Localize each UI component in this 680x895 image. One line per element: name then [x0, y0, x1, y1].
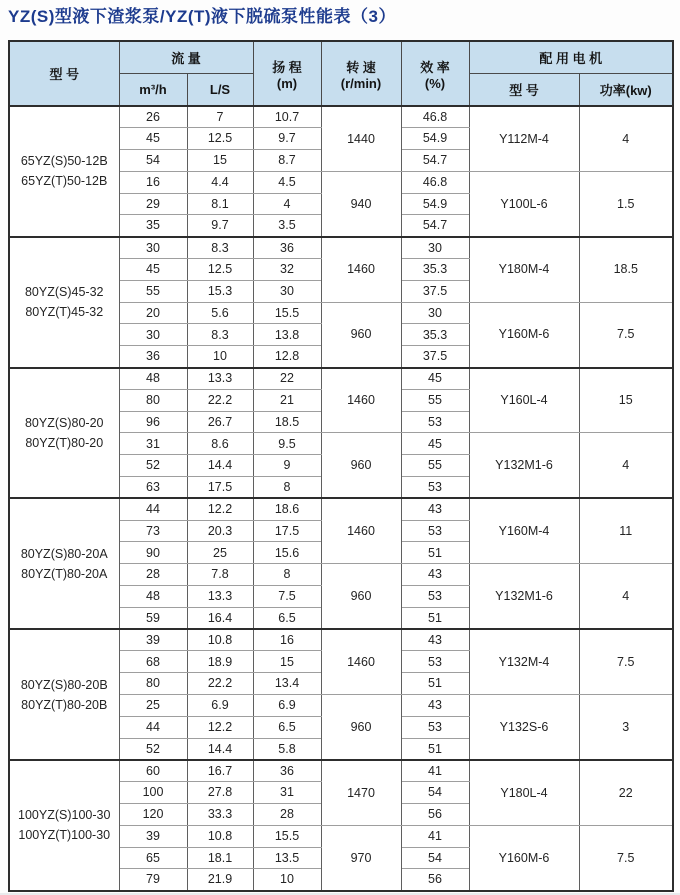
efficiency-cell: 37.5: [401, 280, 469, 302]
flow-m3h-cell: 80: [119, 673, 187, 695]
motor-power-cell: 18.5: [579, 237, 673, 302]
speed-cell: 1460: [321, 629, 401, 694]
flow-m3h-cell: 20: [119, 302, 187, 324]
head-cell: 36: [253, 760, 321, 782]
speed-unit: (r/min): [340, 75, 382, 91]
speed-cell: 940: [321, 171, 401, 236]
motor-model-cell: Y132M1-6: [469, 564, 579, 629]
table-body: [9, 106, 673, 891]
head-unit: (m): [276, 75, 298, 91]
pump-model-label: 80YZ(S)80-20B: [20, 677, 108, 692]
head-cell: 8.7: [253, 150, 321, 172]
flow-m3h-cell: 63: [119, 477, 187, 499]
efficiency-cell: 54.7: [401, 215, 469, 237]
flow-m3h-cell: 44: [119, 498, 187, 520]
efficiency-cell: 53: [401, 520, 469, 542]
head-cell: 6.9: [253, 695, 321, 717]
efficiency-cell: 51: [401, 542, 469, 564]
page-title: YZ(S)型液下渣浆泵/YZ(T)液下脱硫泵性能表（3）: [8, 7, 396, 26]
flow-ls-cell: 15: [187, 150, 253, 172]
flow-ls-cell: 8.6: [187, 433, 253, 455]
flow-m3h-cell: 39: [119, 629, 187, 651]
pump-model-cell: [9, 498, 119, 629]
pump-performance-table: [8, 40, 674, 892]
flow-m3h-cell: 59: [119, 607, 187, 629]
head-cell: 7.5: [253, 586, 321, 608]
table-header: [9, 41, 673, 106]
head-cell: 31: [253, 782, 321, 804]
efficiency-cell: 35.3: [401, 259, 469, 281]
motor-power-cell: 4: [579, 106, 673, 171]
flow-ls-cell: 20.3: [187, 520, 253, 542]
head-cell: 13.8: [253, 324, 321, 346]
head-cell: 3.5: [253, 215, 321, 237]
col-header-head: [253, 41, 321, 106]
efficiency-cell: 54.9: [401, 128, 469, 150]
col-header-motor-model: 型 号: [469, 73, 579, 106]
motor-power-cell: 4: [579, 433, 673, 498]
efficiency-cell: 43: [401, 564, 469, 586]
head-cell: 32: [253, 259, 321, 281]
col-header-flow-m3h: m³/h: [119, 73, 187, 106]
head-cell: 5.8: [253, 738, 321, 760]
flow-m3h-cell: 68: [119, 651, 187, 673]
head-cell: 9.7: [253, 128, 321, 150]
flow-ls-cell: 10.8: [187, 825, 253, 847]
pump-model-cell: [9, 629, 119, 760]
flow-m3h-cell: 90: [119, 542, 187, 564]
head-cell: 6.5: [253, 716, 321, 738]
col-header-speed: [321, 41, 401, 106]
head-cell: 9.5: [253, 433, 321, 455]
efficiency-cell: 51: [401, 673, 469, 695]
flow-m3h-cell: 44: [119, 716, 187, 738]
table-row: [9, 629, 673, 651]
pump-model-label: 80YZ(S)80-20: [24, 415, 104, 430]
head-cell: 6.5: [253, 607, 321, 629]
motor-power-cell: 4: [579, 564, 673, 629]
head-cell: 16: [253, 629, 321, 651]
efficiency-cell: 55: [401, 455, 469, 477]
efficiency-cell: 53: [401, 716, 469, 738]
efficiency-cell: 54: [401, 847, 469, 869]
col-header-flow-ls: L/S: [187, 73, 253, 106]
head-cell: 10.7: [253, 106, 321, 128]
col-header-flow: 流 量: [119, 41, 253, 73]
efficiency-cell: 56: [401, 869, 469, 891]
flow-m3h-cell: 36: [119, 346, 187, 368]
motor-model-cell: Y112M-4: [469, 106, 579, 171]
motor-power-cell: 3: [579, 695, 673, 760]
head-cell: 28: [253, 804, 321, 826]
pump-model-label: 80YZ(T)80-20: [25, 435, 104, 450]
flow-m3h-cell: 30: [119, 237, 187, 259]
flow-m3h-cell: 60: [119, 760, 187, 782]
flow-m3h-cell: 26: [119, 106, 187, 128]
flow-ls-cell: 9.7: [187, 215, 253, 237]
motor-model-cell: Y160L-4: [469, 368, 579, 433]
flow-ls-cell: 4.4: [187, 171, 253, 193]
flow-m3h-cell: 30: [119, 324, 187, 346]
flow-ls-cell: 22.2: [187, 673, 253, 695]
motor-model-cell: Y160M-6: [469, 825, 579, 891]
speed-cell: 970: [321, 825, 401, 891]
flow-ls-cell: 13.3: [187, 368, 253, 390]
head-cell: 17.5: [253, 520, 321, 542]
pump-model-label: 80YZ(S)80-20A: [20, 546, 108, 561]
flow-m3h-cell: 79: [119, 869, 187, 891]
motor-power-cell: 15: [579, 368, 673, 433]
efficiency-cell: 35.3: [401, 324, 469, 346]
table-row: [9, 106, 673, 128]
flow-m3h-cell: 52: [119, 455, 187, 477]
motor-model-cell: Y100L-6: [469, 171, 579, 236]
efficiency-cell: 51: [401, 738, 469, 760]
flow-ls-cell: 14.4: [187, 455, 253, 477]
flow-m3h-cell: 25: [119, 695, 187, 717]
head-cell: 13.4: [253, 673, 321, 695]
col-header-motor-power: 功率(kw): [579, 73, 673, 106]
flow-ls-cell: 16.7: [187, 760, 253, 782]
flow-ls-cell: 18.9: [187, 651, 253, 673]
efficiency-cell: 45: [401, 368, 469, 390]
flow-ls-cell: 27.8: [187, 782, 253, 804]
flow-ls-cell: 6.9: [187, 695, 253, 717]
flow-ls-cell: 12.5: [187, 128, 253, 150]
col-header-model: 型 号: [9, 41, 119, 106]
flow-ls-cell: 14.4: [187, 738, 253, 760]
efficiency-cell: 46.8: [401, 171, 469, 193]
speed-label: 转 速: [346, 59, 376, 75]
flow-ls-cell: 8.3: [187, 324, 253, 346]
flow-m3h-cell: 73: [119, 520, 187, 542]
flow-ls-cell: 33.3: [187, 804, 253, 826]
flow-ls-cell: 7.8: [187, 564, 253, 586]
motor-model-cell: Y160M-6: [469, 302, 579, 367]
flow-ls-cell: 10: [187, 346, 253, 368]
pump-model-label: 100YZ(S)100-30: [18, 808, 111, 823]
speed-cell: 1460: [321, 237, 401, 302]
head-label: 扬 程: [272, 59, 302, 75]
flow-ls-cell: 26.7: [187, 411, 253, 433]
flow-m3h-cell: 100: [119, 782, 187, 804]
flow-ls-cell: 22.2: [187, 389, 253, 411]
flow-ls-cell: 12.2: [187, 716, 253, 738]
flow-ls-cell: 8.1: [187, 193, 253, 215]
flow-ls-cell: 12.2: [187, 498, 253, 520]
flow-ls-cell: 10.8: [187, 629, 253, 651]
head-cell: 10: [253, 869, 321, 891]
flow-ls-cell: 25: [187, 542, 253, 564]
flow-ls-cell: 17.5: [187, 477, 253, 499]
flow-m3h-cell: 45: [119, 259, 187, 281]
pump-model-label: 80YZ(T)80-20B: [21, 697, 108, 712]
efficiency-cell: 53: [401, 411, 469, 433]
pump-model-label: 65YZ(S)50-12B: [20, 154, 108, 169]
speed-cell: 960: [321, 433, 401, 498]
head-cell: 8: [253, 477, 321, 499]
efficiency-cell: 55: [401, 389, 469, 411]
motor-power-cell: 7.5: [579, 302, 673, 367]
efficiency-label: 效 率: [420, 59, 450, 75]
flow-m3h-cell: 52: [119, 738, 187, 760]
flow-ls-cell: 21.9: [187, 869, 253, 891]
flow-ls-cell: 7: [187, 106, 253, 128]
pump-model-cell: [9, 106, 119, 237]
flow-ls-cell: 18.1: [187, 847, 253, 869]
flow-m3h-cell: 120: [119, 804, 187, 826]
pump-model-label: 80YZ(T)45-32: [25, 305, 104, 320]
motor-model-cell: Y132S-6: [469, 695, 579, 760]
flow-m3h-cell: 28: [119, 564, 187, 586]
pump-model-cell: [9, 237, 119, 368]
motor-power-cell: 1.5: [579, 171, 673, 236]
flow-m3h-cell: 65: [119, 847, 187, 869]
speed-cell: 1460: [321, 498, 401, 563]
table-row: [9, 237, 673, 259]
flow-ls-cell: 13.3: [187, 586, 253, 608]
speed-cell: 1460: [321, 368, 401, 433]
pump-model-label: 100YZ(T)100-30: [18, 828, 111, 843]
head-cell: 21: [253, 389, 321, 411]
efficiency-cell: 45: [401, 433, 469, 455]
flow-ls-cell: 16.4: [187, 607, 253, 629]
motor-model-cell: Y160M-4: [469, 498, 579, 563]
pump-model-cell: [9, 368, 119, 499]
flow-m3h-cell: 54: [119, 150, 187, 172]
flow-m3h-cell: 16: [119, 171, 187, 193]
head-cell: 4.5: [253, 171, 321, 193]
motor-power-cell: 7.5: [579, 825, 673, 891]
motor-power-cell: 7.5: [579, 629, 673, 694]
speed-cell: 960: [321, 564, 401, 629]
flow-m3h-cell: 48: [119, 586, 187, 608]
col-header-motor: 配 用 电 机: [469, 41, 673, 73]
head-cell: 13.5: [253, 847, 321, 869]
efficiency-cell: 54: [401, 782, 469, 804]
flow-m3h-cell: 96: [119, 411, 187, 433]
table-row: [9, 368, 673, 390]
flow-m3h-cell: 55: [119, 280, 187, 302]
flow-m3h-cell: 39: [119, 825, 187, 847]
flow-m3h-cell: 31: [119, 433, 187, 455]
head-cell: 15: [253, 651, 321, 673]
flow-m3h-cell: 29: [119, 193, 187, 215]
head-cell: 30: [253, 280, 321, 302]
motor-model-cell: Y180L-4: [469, 760, 579, 825]
pump-model-label: 80YZ(S)45-32: [24, 285, 104, 300]
head-cell: 8: [253, 564, 321, 586]
motor-power-cell: 11: [579, 498, 673, 563]
speed-cell: 1470: [321, 760, 401, 825]
head-cell: 9: [253, 455, 321, 477]
efficiency-cell: 43: [401, 629, 469, 651]
efficiency-cell: 41: [401, 825, 469, 847]
pump-model-cell: [9, 760, 119, 891]
pump-model-label: 80YZ(T)80-20A: [21, 566, 108, 581]
flow-m3h-cell: 80: [119, 389, 187, 411]
head-cell: 4: [253, 193, 321, 215]
head-cell: 15.5: [253, 302, 321, 324]
flow-ls-cell: 12.5: [187, 259, 253, 281]
efficiency-cell: 30: [401, 237, 469, 259]
head-cell: 15.5: [253, 825, 321, 847]
table-row: [9, 760, 673, 782]
efficiency-cell: 54.7: [401, 150, 469, 172]
head-cell: 12.8: [253, 346, 321, 368]
flow-m3h-cell: 48: [119, 368, 187, 390]
speed-cell: 1440: [321, 106, 401, 171]
efficiency-cell: 30: [401, 302, 469, 324]
efficiency-cell: 53: [401, 477, 469, 499]
efficiency-cell: 37.5: [401, 346, 469, 368]
motor-model-cell: Y180M-4: [469, 237, 579, 302]
efficiency-cell: 43: [401, 695, 469, 717]
flow-ls-cell: 5.6: [187, 302, 253, 324]
flow-ls-cell: 15.3: [187, 280, 253, 302]
efficiency-cell: 41: [401, 760, 469, 782]
efficiency-cell: 54.9: [401, 193, 469, 215]
pump-model-label: 65YZ(T)50-12B: [21, 174, 108, 189]
speed-cell: 960: [321, 695, 401, 760]
flow-m3h-cell: 45: [119, 128, 187, 150]
head-cell: 15.6: [253, 542, 321, 564]
table-row: [9, 498, 673, 520]
motor-power-cell: 22: [579, 760, 673, 825]
col-header-efficiency: [401, 41, 469, 106]
motor-model-cell: Y132M-4: [469, 629, 579, 694]
flow-ls-cell: 8.3: [187, 237, 253, 259]
speed-cell: 960: [321, 302, 401, 367]
efficiency-cell: 53: [401, 586, 469, 608]
head-cell: 18.6: [253, 498, 321, 520]
efficiency-cell: 56: [401, 804, 469, 826]
efficiency-cell: 43: [401, 498, 469, 520]
motor-model-cell: Y132M1-6: [469, 433, 579, 498]
efficiency-cell: 46.8: [401, 106, 469, 128]
efficiency-unit: (%): [424, 75, 446, 91]
head-cell: 18.5: [253, 411, 321, 433]
efficiency-cell: 53: [401, 651, 469, 673]
head-cell: 36: [253, 237, 321, 259]
head-cell: 22: [253, 368, 321, 390]
efficiency-cell: 51: [401, 607, 469, 629]
flow-m3h-cell: 35: [119, 215, 187, 237]
